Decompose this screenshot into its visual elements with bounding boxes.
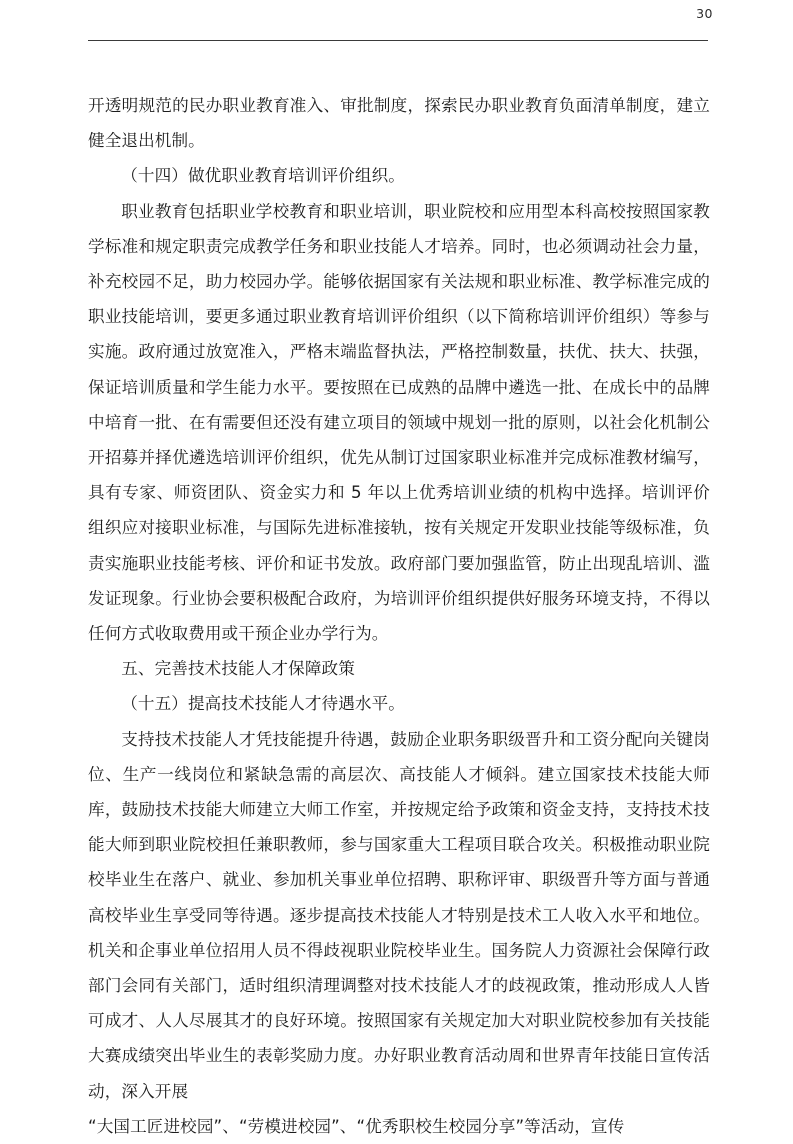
header-divider [88,40,708,41]
page-number: 30 [696,6,713,21]
paragraph: 开透明规范的民办职业教育准入、审批制度，探索民办职业教育负面清单制度，建立健全退出机制。 [88,96,710,151]
paragraph: 职业教育包括职业学校教育和职业培训，职业院校和应用型本科高校按照国家教学标准和规定职责完成教学任务和职业技能人才培养。同时，也必须调动社会力量，补充校园不足，助力校园办学。能够依据国家有关法规和职业标准、教学标准完成的职业技能培训，要更多通过职业教育培训评价组织（以下简称培训评价组织）等参与实施。政府通过放宽准入，严格末端监督执法，严格控制数量，扶优、扶大、扶强，保证培训质量和学生能力水平。要按照在已成熟的品牌中遴选一批、在成长中的品牌中培育一批、在有需要但还没有建立项目的领域中规划一批的原则，以社会化机制公开招募并择优遴选培训评价组织，优先从制订过国家职业标准并完成标准教材编写，具有专家、师资团队、资金实力和 5 年以上优秀培训业绩的机构中选择。培训评价组织应对接职业标准，与国际先进标准接轨，按有关规定开发职业技能等级标准，负责实施职业技能考核、评价和证书发放。政府部门要加强监管，防止出现乱培训、滥发证现象。行业协会要积极配合政府，为培训评价组织提供好服务环境支持，不得以任何方式收取费用或干预企业办学行为。 [88,201,710,644]
paragraph-heading-14: （十四）做优职业教育培训评价组织。 [121,166,405,186]
paragraph: 支持技术技能人才凭技能提升待遇，鼓励企业职务职级晋升和工资分配向关键岗位、生产一线岗位和紧缺急需的高层次、高技能人才倾斜。建立国家技术技能大师库，鼓励技术技能大师建立大师工作室，并按规定给予政策和资金支持，支持技术技能大师到职业院校担任兼职教师，参与国家重大工程项目联合攻关。积极推动职业院校毕业生在落户、就业、参加机关事业单位招聘、职称评审、职级晋升等方面与普通高校毕业生享受同等待遇。逐步提高技术技能人才特别是技术工人收入水平和地位。机关和企事业单位招用人员不得歧视职业院校毕业生。国务院人力资源社会保障行政部门会同有关部门，适时组织清理调整对技术技能人才的歧视政策，推动形成人人皆可成才、人人尽展其才的良好环境。按照国家有关规定加大对职业院校参加有关技能大赛成绩突出毕业生的表彰奖励力度。办好职业教育活动周和世界青年技能日宣传活动，深入开展 [88,729,710,1101]
paragraph: “大国工匠进校园”、“劳模进校园”、“优秀职校生校园分享”等活动，宣传 [88,1116,625,1136]
paragraph-heading-15: （十五）提高技术技能人才待遇水平。 [121,694,405,714]
document-body [88,88,710,1144]
paragraph-section-five: 五、完善技术技能人才保障政策 [121,659,355,679]
